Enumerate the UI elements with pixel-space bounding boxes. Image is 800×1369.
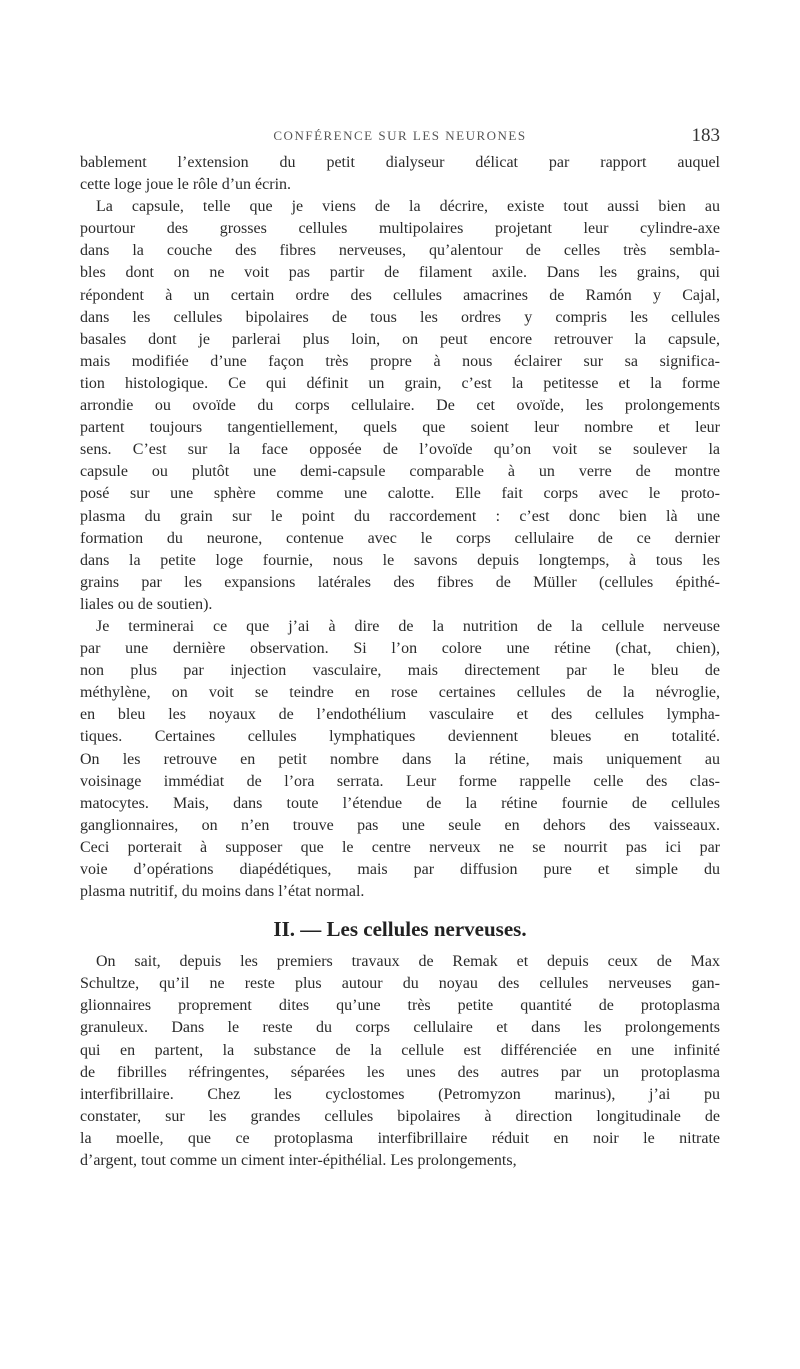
text-line: bles dont on ne voit pas partir de filament axile. Dans les grains, qui <box>80 264 720 282</box>
text-line: grains par les expansions latérales des fibres de Müller (cellules épithé- <box>80 573 720 591</box>
text-line: bablement l’extension du petit dialyseur délicat par rapport auquel <box>80 154 720 171</box>
section-heading: II. — Les cellules nerveuses. <box>273 917 527 942</box>
page-number: 183 <box>691 125 720 146</box>
text-line: Je terminerai ce que j’ai à dire de la nutrition de la cellule nerveuse <box>96 617 720 635</box>
text-line: voisinage immédiat de l’ora serrata. Leur forme rappelle celle des clas- <box>80 772 720 790</box>
text-line: La capsule, telle que je viens de la décrire, existe tout aussi bien au <box>96 198 720 216</box>
text-line: cette loge joue le rôle d’un écrin. <box>80 176 292 194</box>
text-line: par une dernière observation. Si l’on colore une rétine (chat, chien), <box>80 640 720 658</box>
text-line: d’argent, tout comme un ciment inter-épithélial. Les prolongements, <box>80 1152 517 1170</box>
text-line: basales dont je parlerai plus loin, on peut encore retrouver la capsule, <box>80 330 720 348</box>
text-line: tiques. Certaines cellules lymphatiques deviennent bleues en totalité. <box>80 728 720 746</box>
text-line: dans la couche des fibres nerveuses, qu’alentour de celles très sembla- <box>80 242 720 260</box>
text-line: arrondie ou ovoïde du corps cellulaire. De cet ovoïde, les prolongements <box>80 397 720 415</box>
text-line: capsule ou plutôt une demi-capsule comparable à un verre de montre <box>80 463 720 481</box>
text-line: On les retrouve en petit nombre dans la rétine, mais uniquement au <box>80 750 720 768</box>
text-line: de fibrilles réfringentes, séparées les unes des autres par un protoplasma <box>80 1063 720 1081</box>
text-line: ganglionnaires, on n’en trouve pas une seule en dehors des vaisseaux. <box>80 816 720 834</box>
text-line: Schultze, qu’il ne reste plus autour du noyau des cellules nerveuses gan- <box>80 975 720 993</box>
text-line: Ceci porterait à supposer que le centre nerveux ne se nourrit pas ici par <box>80 838 720 856</box>
text-line: en bleu les noyaux de l’endothélium vasculaire et des cellules lympha- <box>80 706 720 724</box>
text-line: partent toujours tangentiellement, quels que soient leur nombre et leur <box>80 419 720 437</box>
text-line: pourtour des grosses cellules multipolaires projetant leur cylindre-axe <box>80 220 720 238</box>
text-line: dans la petite loge fournie, nous le savons depuis longtemps, à tous les <box>80 551 720 569</box>
text-line: liales ou de soutien). <box>80 595 213 613</box>
text-line: sens. C’est sur la face opposée de l’ovoïde qu’on voit se soulever la <box>80 441 720 459</box>
text-line: plasma du grain sur le point du raccordement : c’est donc bien là une <box>80 507 720 525</box>
text-line: mais modifiée d’une façon très propre à nous éclairer sur sa significa- <box>80 352 720 370</box>
text-line: formation du neurone, contenue avec le corps cellulaire de ce dernier <box>80 529 720 547</box>
text-line: matocytes. Mais, dans toute l’étendue de la rétine fournie de cellules <box>80 794 720 812</box>
text-line: méthylène, on voit se teindre en rose certaines cellules de la névroglie, <box>80 684 720 702</box>
text-line: la moelle, que ce protoplasma interfibrillaire réduit en noir le nitrate <box>80 1129 720 1147</box>
text-line: constater, sur les grandes cellules bipolaires à direction longitudinale de <box>80 1107 720 1125</box>
text-line: répondent à un certain ordre des cellules amacrines de Ramón y Cajal, <box>80 286 720 304</box>
text-line: posé sur une sphère comme une calotte. Elle fait corps avec le proto- <box>80 485 720 503</box>
text-line: plasma nutritif, du moins dans l’état normal. <box>80 883 365 901</box>
running-title: CONFÉRENCE SUR LES NEURONES <box>273 128 527 143</box>
body-text <box>80 152 720 1172</box>
text-line: glionnaires proprement dites qu’une très petite quantité de protoplasma <box>80 997 720 1015</box>
text-line: tion histologique. Ce qui définit un grain, c’est la petitesse et la forme <box>80 374 720 392</box>
text-line: On sait, depuis les premiers travaux de Remak et depuis ceux de Max <box>96 953 720 971</box>
text-line: qui en partent, la substance de la cellule est différenciée en une infinité <box>80 1041 720 1059</box>
text-line: interfibrillaire. Chez les cyclostomes (Petromyzon marinus), j’ai pu <box>80 1085 720 1103</box>
text-line: non plus par injection vasculaire, mais directement par le bleu de <box>80 662 720 680</box>
text-line: granuleux. Dans le reste du corps cellulaire et dans les prolongements <box>80 1019 720 1037</box>
text-line: dans les cellules bipolaires de tous les ordres y compris les cellules <box>80 308 720 326</box>
text-line: voie d’opérations diapédétiques, mais par diffusion pure et simple du <box>80 861 720 878</box>
page-header <box>80 125 720 152</box>
